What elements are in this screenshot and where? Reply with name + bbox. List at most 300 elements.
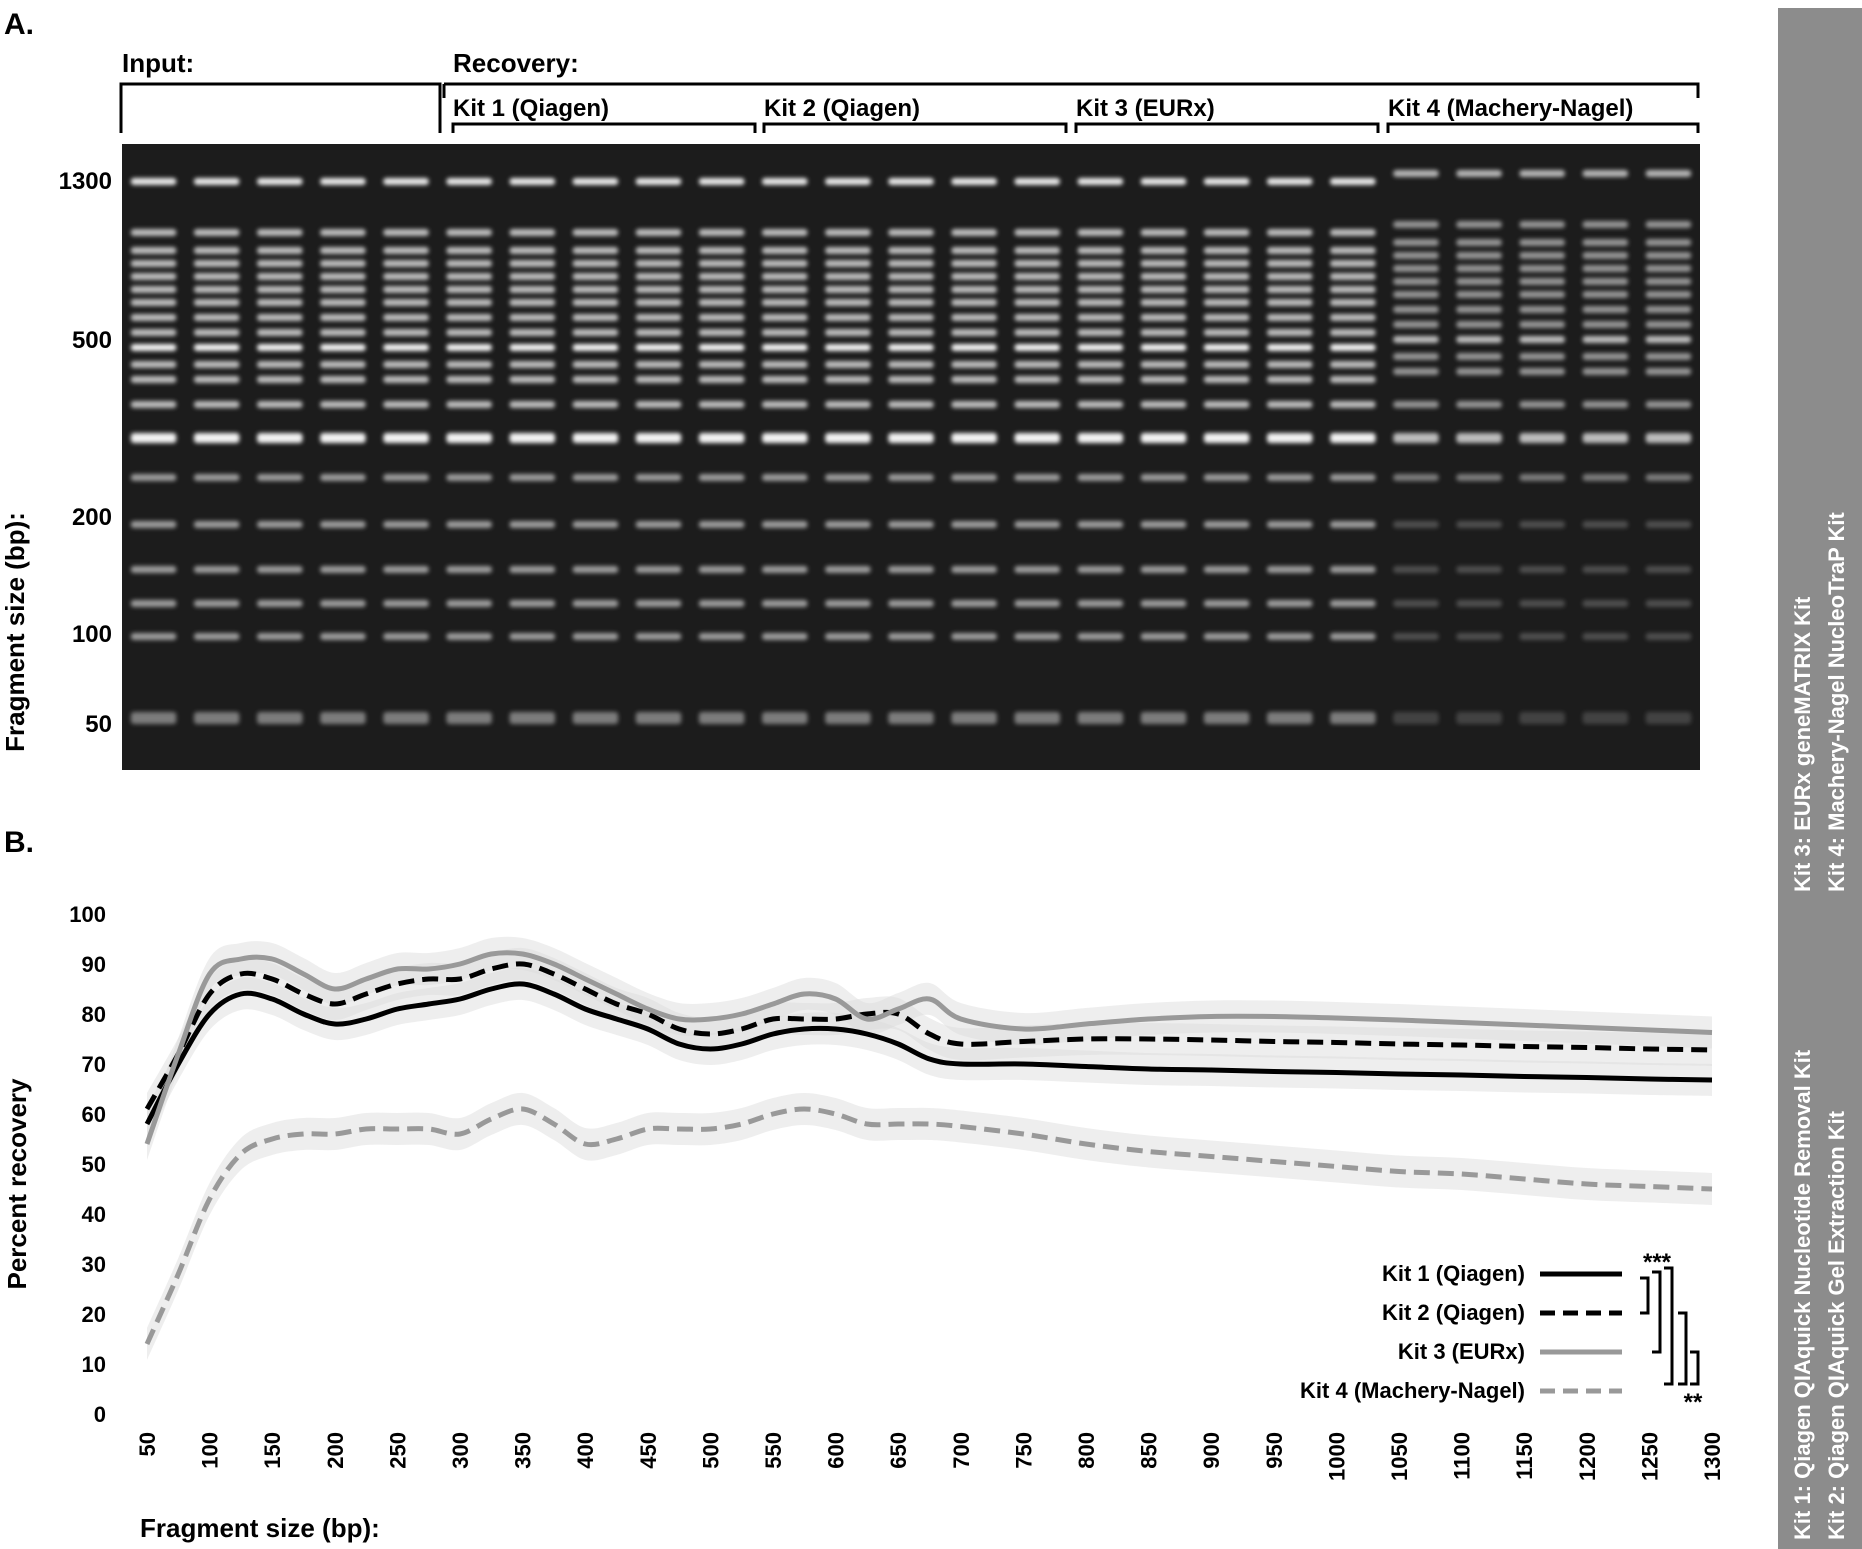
gel-band: [1204, 401, 1249, 408]
gel-band: [1519, 291, 1564, 298]
gel-band: [1583, 633, 1628, 640]
gel-band: [762, 344, 807, 351]
gel-band: [951, 376, 996, 383]
gel-band: [446, 314, 491, 321]
gel-band: [510, 521, 555, 528]
gel-band: [951, 566, 996, 573]
gel-band: [1267, 521, 1312, 528]
side-legend-line: Kit 1: Qiagen QIAquick Nucleotide Removal Kit: [1790, 1049, 1815, 1540]
gel-band: [825, 344, 870, 351]
x-tick-label: 850: [1136, 1432, 1162, 1469]
gel-band: [636, 314, 681, 321]
gel-band: [1267, 314, 1312, 321]
gel-band: [1519, 239, 1564, 246]
gel-band: [951, 299, 996, 306]
gel-band: [131, 433, 176, 443]
gel-band: [699, 329, 744, 336]
gel-band: [383, 344, 428, 351]
gel-band: [699, 361, 744, 368]
gel-band: [1078, 299, 1123, 306]
gel-band: [131, 712, 176, 724]
gel-band: [194, 273, 239, 280]
input-bracket: [121, 84, 440, 133]
gel-band: [573, 401, 618, 408]
gel-band: [446, 344, 491, 351]
gel-band: [1393, 566, 1438, 573]
gel-band: [825, 229, 870, 236]
gel-band: [1330, 521, 1375, 528]
gel-band: [320, 474, 365, 481]
gel-band: [825, 178, 870, 185]
gel-band: [510, 314, 555, 321]
gel-band: [636, 247, 681, 254]
gel-band: [194, 566, 239, 573]
gel-band: [888, 299, 933, 306]
gel-band: [194, 286, 239, 293]
gel-band: [951, 273, 996, 280]
gel-band: [1646, 278, 1691, 285]
gel-band: [636, 273, 681, 280]
significance-brackets: [1640, 1268, 1698, 1384]
gel-band: [951, 521, 996, 528]
gel-band: [1456, 170, 1501, 177]
input-header: Input:: [122, 48, 195, 78]
gel-band: [131, 361, 176, 368]
gel-band: [257, 329, 302, 336]
gel-band: [699, 178, 744, 185]
y-axis-title: Percent recovery: [2, 1078, 32, 1290]
gel-band: [888, 600, 933, 607]
gel-band: [1204, 344, 1249, 351]
gel-band: [1141, 260, 1186, 267]
gel-band: [636, 633, 681, 640]
gel-band: [825, 260, 870, 267]
gel-band: [1267, 376, 1312, 383]
gel-band: [1078, 273, 1123, 280]
gel-band: [446, 329, 491, 336]
gel-band: [762, 286, 807, 293]
gel-band: [951, 600, 996, 607]
gel-band: [888, 286, 933, 293]
gel-band: [194, 260, 239, 267]
gel-band: [257, 566, 302, 573]
gel-band: [636, 433, 681, 443]
gel-band: [1078, 329, 1123, 336]
gel-band: [446, 260, 491, 267]
gel-band: [446, 247, 491, 254]
y-tick-label: 60: [81, 1102, 106, 1127]
gel-band: [131, 178, 176, 185]
gel-band: [131, 600, 176, 607]
gel-band: [510, 178, 555, 185]
gel-band: [762, 401, 807, 408]
gel-band: [131, 247, 176, 254]
gel-band: [320, 273, 365, 280]
gel-band: [446, 566, 491, 573]
gel-band: [1393, 353, 1438, 360]
y-tick-label: 10: [81, 1352, 106, 1377]
x-tick-label: 1050: [1387, 1432, 1412, 1481]
gel-band: [573, 361, 618, 368]
gel-band: [510, 344, 555, 351]
gel-band: [1015, 286, 1060, 293]
gel-band: [131, 286, 176, 293]
gel-band: [1519, 353, 1564, 360]
gel-band: [573, 286, 618, 293]
gel-band: [1583, 291, 1628, 298]
gel-band: [1015, 247, 1060, 254]
gel-band: [194, 433, 239, 443]
gel-band: [1141, 633, 1186, 640]
gel-band: [1456, 633, 1501, 640]
gel-band: [1393, 368, 1438, 375]
gel-band: [1078, 229, 1123, 236]
gel-band: [1330, 361, 1375, 368]
gel-band: [1267, 329, 1312, 336]
gel-band: [320, 521, 365, 528]
gel-band: [636, 600, 681, 607]
gel-band: [1519, 712, 1564, 724]
gel-band: [257, 229, 302, 236]
gel-band: [1393, 474, 1438, 481]
gel-band: [257, 314, 302, 321]
gel-band: [1583, 368, 1628, 375]
x-tick-label: 150: [260, 1432, 286, 1469]
gel-band: [1456, 712, 1501, 724]
gel-band: [762, 566, 807, 573]
gel-band: [1015, 474, 1060, 481]
gel-band: [1015, 633, 1060, 640]
gel-band: [320, 712, 365, 724]
gel-band: [699, 229, 744, 236]
gel-band: [1267, 401, 1312, 408]
gel-band: [1519, 433, 1564, 443]
gel-band: [1646, 306, 1691, 313]
gel-band: [1519, 633, 1564, 640]
significance-stars: **: [1683, 1389, 1703, 1416]
kit-group-bracket: [1388, 124, 1698, 133]
gel-band: [573, 474, 618, 481]
gel-band: [1583, 474, 1628, 481]
gel-band: [446, 712, 491, 724]
gel-band: [257, 521, 302, 528]
gel-band: [131, 314, 176, 321]
gel-band: [1204, 433, 1249, 443]
gel-band: [257, 286, 302, 293]
gel-band: [194, 521, 239, 528]
gel-band: [1583, 252, 1628, 259]
gel-band: [1393, 433, 1438, 443]
gel-band: [951, 178, 996, 185]
gel-band: [194, 361, 239, 368]
gel-band: [1267, 361, 1312, 368]
gel-band: [825, 712, 870, 724]
gel-band: [446, 361, 491, 368]
gel-band: [888, 433, 933, 443]
gel-band: [1141, 361, 1186, 368]
gel-band: [383, 712, 428, 724]
gel-band: [194, 329, 239, 336]
gel-band: [383, 521, 428, 528]
gel-band: [825, 566, 870, 573]
x-tick-label: 500: [698, 1432, 724, 1469]
gel-band: [1456, 265, 1501, 272]
gel-band: [1456, 368, 1501, 375]
gel-band: [510, 273, 555, 280]
gel-band: [1015, 376, 1060, 383]
gel-band: [825, 474, 870, 481]
gel-band: [383, 260, 428, 267]
gel-band: [194, 247, 239, 254]
gel-band: [1330, 314, 1375, 321]
gel-band: [825, 633, 870, 640]
gel-band: [699, 712, 744, 724]
gel-band: [1330, 401, 1375, 408]
gel-band: [1015, 178, 1060, 185]
gel-band: [1267, 247, 1312, 254]
gel-band: [951, 401, 996, 408]
gel-band: [194, 229, 239, 236]
gel-band: [762, 521, 807, 528]
gel-band: [1646, 321, 1691, 328]
gel-band: [762, 260, 807, 267]
x-tick-label: 200: [322, 1432, 348, 1469]
gel-band: [510, 260, 555, 267]
gel-band: [762, 247, 807, 254]
x-tick-label: 550: [761, 1432, 786, 1469]
x-tick-label: 1200: [1574, 1432, 1600, 1481]
gel-band: [1456, 291, 1501, 298]
gel-band: [1267, 299, 1312, 306]
size-marker-label: 100: [71, 621, 112, 648]
gel-band: [446, 433, 491, 443]
gel-band: [1078, 247, 1123, 254]
gel-band: [1519, 600, 1564, 607]
gel-band: [257, 633, 302, 640]
gel-band: [1456, 221, 1501, 228]
gel-band: [131, 329, 176, 336]
gel-band: [888, 521, 933, 528]
gel-band: [636, 229, 681, 236]
size-marker-label: 500: [71, 327, 112, 354]
gel-band: [1519, 401, 1564, 408]
gel-band: [1141, 401, 1186, 408]
gel-band: [636, 474, 681, 481]
gel-band: [1141, 600, 1186, 607]
legend-label: Kit 2 (Qiagen): [1381, 1300, 1525, 1325]
x-tick-label: 800: [1074, 1432, 1099, 1469]
gel-band: [888, 260, 933, 267]
gel-band: [1078, 712, 1123, 724]
gel-band: [1141, 521, 1186, 528]
gel-band: [446, 633, 491, 640]
gel-band: [257, 600, 302, 607]
gel-band: [1015, 229, 1060, 236]
significance-stars: ***: [1642, 1249, 1672, 1276]
gel-band: [573, 299, 618, 306]
x-tick-label: 250: [385, 1432, 411, 1469]
gel-band: [383, 286, 428, 293]
gel-y-axis-label: Fragment size (bp):: [0, 512, 30, 752]
gel-band: [257, 361, 302, 368]
gel-band: [825, 361, 870, 368]
gel-band: [383, 273, 428, 280]
gel-band: [1393, 221, 1438, 228]
gel-band: [825, 376, 870, 383]
x-tick-label: 950: [1261, 1432, 1287, 1469]
gel-band: [1646, 291, 1691, 298]
gel-band: [1078, 344, 1123, 351]
gel-band: [888, 229, 933, 236]
gel-band: [1015, 600, 1060, 607]
gel-band: [1015, 361, 1060, 368]
gel-band: [194, 178, 239, 185]
gel-band: [636, 521, 681, 528]
gel-band: [888, 247, 933, 254]
gel-band: [1393, 321, 1438, 328]
gel-band: [1646, 401, 1691, 408]
y-tick-label: 40: [81, 1202, 106, 1227]
gel-band: [1015, 329, 1060, 336]
panel-a-label: A.: [4, 8, 34, 41]
gel-band: [446, 178, 491, 185]
gel-band: [636, 299, 681, 306]
gel-band: [1456, 278, 1501, 285]
gel-band: [573, 260, 618, 267]
gel-band: [1519, 221, 1564, 228]
gel-band: [636, 566, 681, 573]
gel-band: [699, 401, 744, 408]
gel-band: [1078, 178, 1123, 185]
gel-band: [1646, 521, 1691, 528]
gel-band: [1583, 712, 1628, 724]
panel-b: [2, 826, 1725, 1543]
x-tick-label: 1100: [1449, 1432, 1475, 1480]
gel-band: [131, 229, 176, 236]
gel-band: [1204, 299, 1249, 306]
gel-band: [699, 286, 744, 293]
gel-band: [383, 314, 428, 321]
gel-band: [888, 401, 933, 408]
gel-band: [1646, 712, 1691, 724]
gel-band: [1141, 712, 1186, 724]
x-tick-label: 300: [448, 1432, 473, 1469]
x-tick-label: 350: [510, 1432, 536, 1469]
gel-band: [1330, 247, 1375, 254]
gel-band: [762, 329, 807, 336]
panel-b-label: B.: [4, 826, 34, 859]
gel-band: [573, 329, 618, 336]
gel-band: [510, 376, 555, 383]
gel-band: [194, 401, 239, 408]
gel-band: [1141, 566, 1186, 573]
gel-band: [383, 247, 428, 254]
gel-band: [951, 260, 996, 267]
gel-band: [1330, 299, 1375, 306]
gel-band: [1330, 260, 1375, 267]
gel-band: [1141, 433, 1186, 443]
gel-band: [1519, 321, 1564, 328]
gel-band: [194, 600, 239, 607]
gel-band: [1204, 474, 1249, 481]
gel-band: [1078, 314, 1123, 321]
gel-band: [1583, 239, 1628, 246]
kit-group-bracket: [453, 124, 755, 133]
gel-band: [1204, 314, 1249, 321]
gel-band: [510, 299, 555, 306]
gel-band: [573, 566, 618, 573]
gel-band: [446, 401, 491, 408]
gel-band: [1330, 344, 1375, 351]
gel-band: [1519, 474, 1564, 481]
gel-band: [888, 329, 933, 336]
gel-band: [762, 273, 807, 280]
gel-band: [1393, 278, 1438, 285]
gel-band: [510, 247, 555, 254]
gel-band: [951, 433, 996, 443]
legend-label: Kit 4 (Machery-Nagel): [1300, 1378, 1525, 1403]
gel-band: [257, 401, 302, 408]
size-marker-label: 1300: [58, 168, 112, 195]
gel-band: [1393, 265, 1438, 272]
gel-band: [573, 633, 618, 640]
gel-band: [1267, 712, 1312, 724]
gel-band: [1393, 401, 1438, 408]
x-axis-title: Fragment size (bp):: [140, 1513, 380, 1543]
gel-band: [1267, 433, 1312, 443]
gel-band: [446, 376, 491, 383]
gel-band: [951, 361, 996, 368]
gel-band: [573, 376, 618, 383]
gel-band: [1519, 368, 1564, 375]
gel-band: [888, 376, 933, 383]
y-tick-labels: [69, 902, 106, 1427]
gel-band: [1646, 433, 1691, 443]
gel-band: [383, 433, 428, 443]
gel-band: [699, 247, 744, 254]
x-tick-label: 700: [948, 1432, 974, 1469]
gel-band: [573, 521, 618, 528]
gel-band: [1141, 314, 1186, 321]
side-legend-line: Kit 4: Machery-Nagel NucleoTraP Kit: [1824, 512, 1849, 892]
gel-band: [194, 299, 239, 306]
gel-band: [1583, 600, 1628, 607]
side-legend-line: Kit 3: EURx geneMATRIX Kit: [1790, 596, 1815, 892]
gel-band: [1141, 286, 1186, 293]
gel-band: [1456, 401, 1501, 408]
gel-band: [131, 474, 176, 481]
gel-band: [1456, 474, 1501, 481]
gel-band: [1078, 401, 1123, 408]
gel-band: [1015, 401, 1060, 408]
gel-band: [636, 712, 681, 724]
gel-band: [825, 521, 870, 528]
gel-band: [1330, 229, 1375, 236]
gel-band: [1015, 566, 1060, 573]
gel-band: [131, 633, 176, 640]
gel-band: [1204, 633, 1249, 640]
gel-band: [446, 299, 491, 306]
gel-band: [1583, 278, 1628, 285]
kit-group-label: Kit 1 (Qiagen): [453, 95, 610, 122]
gel-band: [888, 314, 933, 321]
gel-band: [1393, 633, 1438, 640]
x-tick-label: 1250: [1637, 1432, 1663, 1481]
gel-band: [951, 229, 996, 236]
y-tick-label: 70: [81, 1052, 106, 1077]
gel-band: [1646, 368, 1691, 375]
gel-band: [1141, 178, 1186, 185]
